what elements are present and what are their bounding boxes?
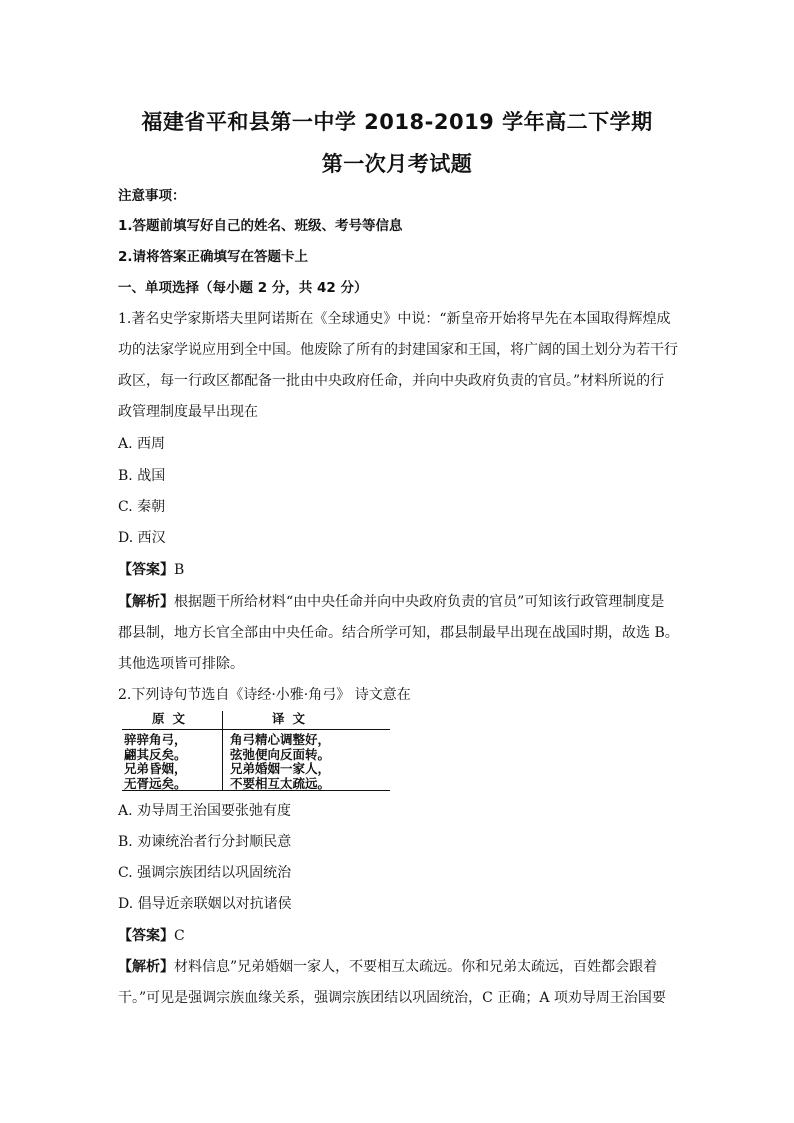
answer-value: C xyxy=(174,928,185,944)
q2-answer xyxy=(118,926,680,946)
q2-analysis-line xyxy=(118,957,680,977)
poem-bottom-rule xyxy=(122,790,390,791)
q1-option-d: D. 西汉 xyxy=(118,530,166,546)
poem-table xyxy=(122,711,390,791)
poem-header-rule xyxy=(122,729,390,730)
poem-translation-line: 角弓精心调整好， xyxy=(230,732,331,747)
q1-option-c: C. 秦朝 xyxy=(118,499,166,515)
q2-stem: 2.下列诗句节选自《诗经·小雅·角弓》 诗文意在 xyxy=(118,687,411,703)
poem-header-original: 原文 xyxy=(152,711,194,726)
q1-stem-line: 政区，每一行政区都配备一批由中央政府任命，并向中央政府负责的官员。”材料所说的行 xyxy=(118,373,665,389)
q2-option-d: D. 倡导近亲联姻以对抗诸侯 xyxy=(118,896,292,912)
poem-original-column xyxy=(124,732,220,790)
exam-title-line1: 福建省平和县第一中学 2018-2019 学年高二下学期 xyxy=(141,110,653,134)
q1-analysis-line: 其他选项皆可排除。 xyxy=(118,656,244,672)
q1-analysis-line xyxy=(118,592,680,612)
poem-translation-line: 兄弟婚姻一家人， xyxy=(230,761,331,776)
poem-original-line: 兄弟昏姻， xyxy=(124,761,187,776)
poem-translation-line: 弦弛便向反面转。 xyxy=(230,746,331,762)
answer-value: B xyxy=(174,562,185,578)
notice-item-1: 1.答题前填写好自己的姓名、班级、考号等信息 xyxy=(118,218,403,234)
poem-original-line: 骍骍角弓， xyxy=(124,732,187,747)
answer-tag: 【答案】 xyxy=(118,928,174,944)
answer-tag: 【答案】 xyxy=(118,562,174,578)
exam-title-line2: 第一次月考试题 xyxy=(321,152,473,176)
poem-header-translation: 译文 xyxy=(272,711,314,726)
poem-original-line: 翩其反矣。 xyxy=(124,746,187,762)
section-heading: 一、单项选择（每小题 2 分，共 42 分） xyxy=(118,280,368,296)
q2-option-c: C. 强调宗族团结以巩固统治 xyxy=(118,865,292,881)
analysis-text: 根据题干所给材料“由中央任命并向中央政府负责的官员”可知该行政管理制度是 xyxy=(174,594,665,610)
poem-translation-line: 不要相互太疏远。 xyxy=(230,775,331,791)
q1-stem-line: 功的法家学说应用到全中国。他废除了所有的封建国家和王国，将广阔的国土划分为若干行 xyxy=(118,342,678,358)
q2-option-b: B. 劝谏统治者行分封顺民意 xyxy=(118,834,292,850)
poem-original-line: 无胥远矣。 xyxy=(124,775,187,791)
q2-option-a: A. 劝导周王治国要张弛有度 xyxy=(118,803,292,819)
notice-item-2: 2.请将答案正确填写在答题卡上 xyxy=(118,249,309,265)
analysis-tag: 【解析】 xyxy=(118,594,174,610)
q2-analysis-line: 干。”可见是强调宗族血缘关系，强调宗族团结以巩固统治，C 正确；A 项劝导周王治国要 xyxy=(118,990,666,1006)
q1-stem-line: 1.著名史学家斯塔夫里阿诺斯在《全球通史》中说：“新皇帝开始将早先在本国取得辉煌成 xyxy=(118,311,671,327)
q1-option-a: A. 西周 xyxy=(118,436,166,452)
q1-stem-line: 政管理制度最早出现在 xyxy=(118,404,258,420)
q1-answer xyxy=(118,560,680,580)
q1-option-b: B. 战国 xyxy=(118,468,166,484)
analysis-tag: 【解析】 xyxy=(118,959,174,975)
analysis-text: 材料信息”兄弟婚姻一家人，不要相互太疏远。你和兄弟太疏远，百姓都会跟着 xyxy=(174,959,658,975)
notice-heading: 注意事项： xyxy=(118,188,186,204)
poem-column-divider xyxy=(222,711,223,791)
poem-translation-column xyxy=(230,732,390,790)
q1-analysis-line: 郡县制，地方长官全部由中央任命。结合所学可知，郡县制最早出现在战国时期，故选 B。 xyxy=(118,625,679,641)
